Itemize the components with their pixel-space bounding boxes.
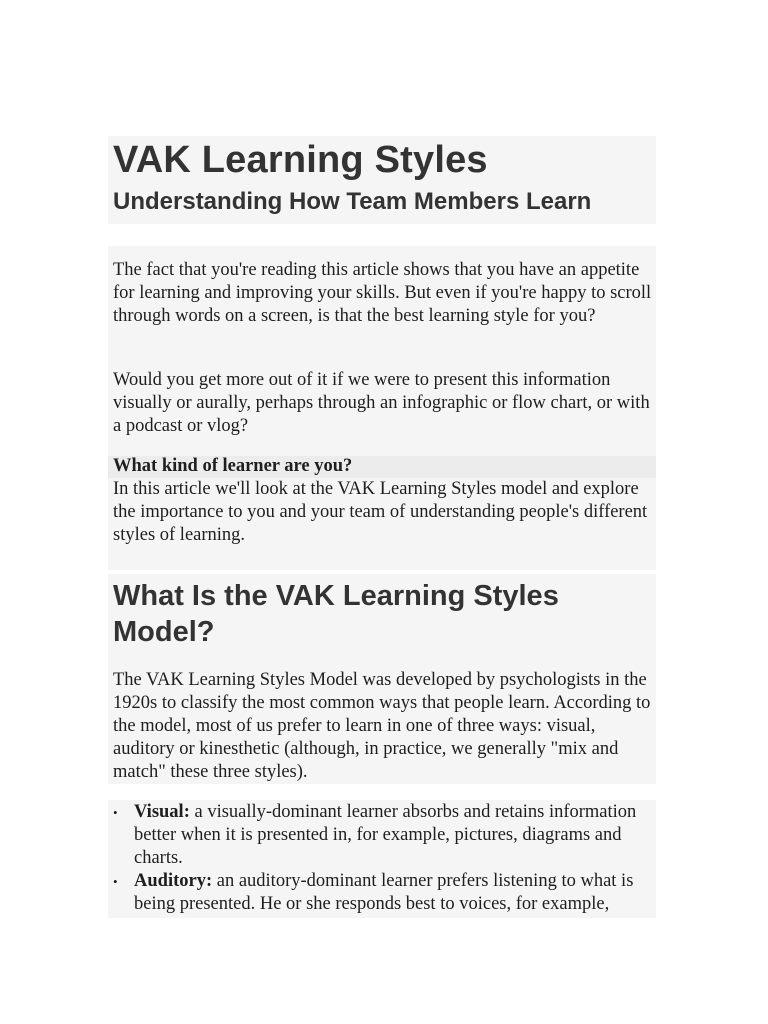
style-term-auditory: Auditory: [134,871,217,891]
bullet-icon: • [113,805,118,820]
section-heading: What Is the VAK Learning Styles Model? [113,580,559,648]
list-item [113,801,658,870]
intro-paragraph-2: Would you get more out of it if we were to present this information visually or aurally, perhaps through an infographic or flow chart, or with a podcast or vlog? [113,370,650,436]
learner-question: What kind of learner are you? [113,456,353,476]
list-item [113,870,658,916]
article-title: VAK Learning Styles [113,139,488,181]
style-description-visual: a visually-dominant learner absorbs and retains information better when it is presented in, for example, pictures, diagrams and charts. [134,802,637,868]
learning-styles-list [113,801,658,916]
intro-paragraph-1: The fact that you're reading this article shows that you have an appetite for learning and improving your skills. But even if you're happy to scroll through words on a screen, is that the best learning style for you? [113,260,652,326]
style-term-visual: Visual: [134,802,195,822]
article-subtitle: Understanding How Team Members Learn [113,188,592,215]
article-intro-paragraph: In this article we'll look at the VAK Learning Styles model and explore the importance to you and your team of understanding people's different styles of learning. [113,479,648,545]
bullet-icon: • [113,874,118,889]
style-description-auditory: an auditory-dominant learner prefers listening to what is being presented. He or she responds best to voices, for example, [134,871,634,914]
model-description: The VAK Learning Styles Model was developed by psychologists in the 1920s to classify the most common ways that people learn. According to the model, most of us prefer to learn in one of three ways: visual, auditory or kinesthetic (although, in practice, we generally "mix and match" these three styles). [113,670,651,782]
